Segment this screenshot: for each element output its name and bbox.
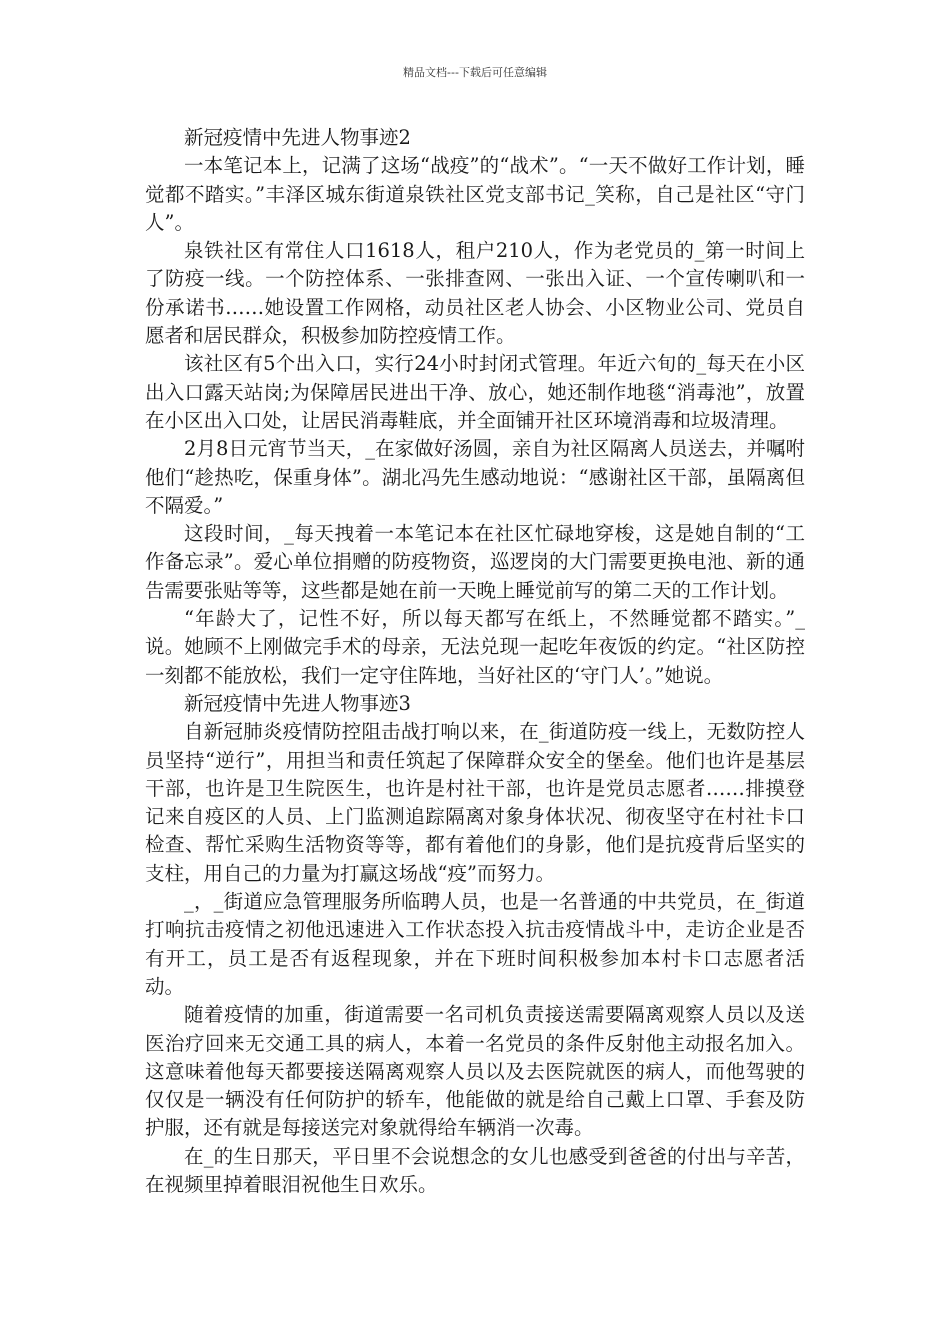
paragraph: 一本笔记本上，记满了这场“战疫”的“战术”。“一天不做好工作计划，睡觉都不踏实。”丰泽区城东街道泉铁社区党支部书记_笑称，自己是社区“守门人”。	[145, 154, 805, 234]
paragraph: “年龄大了，记性不好，所以每天都写在纸上，不然睡觉都不踏实。”_说。她顾不上刚做完手术的母亲，无法兑现一起吃年夜饭的约定。“社区防控一刻都不能放松，我们一定守住阵地，当好社区的‘守门人’。”她说。	[145, 607, 805, 687]
paragraph: 自新冠肺炎疫情防控阻击战打响以来，在_街道防疫一线上，无数防控人员坚持“逆行”，用担当和责任筑起了保障群众安全的堡垒。他们也许是基层干部，也许是卫生院医生，也许是村社干部，也许是党员志愿者……排摸登记来自疫区的人员、上门监测追踪隔离对象身体状况、彻夜坚守在村社卡口检查、帮忙采购生活物资等等，都有着他们的身影，他们是抗疫背后坚实的支柱，用自己的力量为打赢这场战“疫”而努力。	[145, 720, 805, 885]
section-title-2: 新冠疫情中先进人物事迹2	[184, 126, 411, 149]
paragraph: 2月8日元宵节当天，_在家做好汤圆，亲自为社区隔离人员送去，并嘱咐他们“趁热吃，保重身体”。湖北冯先生感动地说：“感谢社区干部，虽隔离但不隔爱。”	[145, 437, 805, 517]
paragraph: 泉铁社区有常住人口1618人，租户210人，作为老党员的_第一时间上了防疫一线。一个防控体系、一张排查网、一张出入证、一个宣传喇叭和一份承诺书……她设置工作网格，动员社区老人协会、小区物业公司、党员自愿者和居民群众，积极参加防控疫情工作。	[145, 239, 805, 348]
paragraph: 这段时间，_每天拽着一本笔记本在社区忙碌地穿梭，这是她自制的“工作备忘录”。爱心单位捐赠的防疫物资，巡逻岗的大门需要更换电池、新的通告需要张贴等等，这些都是她在前一天晚上睡觉前写的第二天的工作计划。	[145, 522, 805, 602]
paragraph: 该社区有5个出入口，实行24小时封闭式管理。年近六旬的_每天在小区出入口露天站岗;为保障居民进出干净、放心，她还制作地毯“消毒池”，放置在小区出入口处，让居民消毒鞋底，并全面铺开社区环境消毒和垃圾清理。	[145, 352, 805, 432]
document-body	[145, 124, 805, 1199]
paragraph: _，_街道应急管理服务所临聘人员，也是一名普通的中共党员，在_街道打响抗击疫情之初他迅速进入工作状态投入抗击疫情战斗中，走访企业是否有开工，员工是否有返程现象，并在下班时间积极参加本村卡口志愿者活动。	[145, 890, 805, 998]
section-title-3: 新冠疫情中先进人物事迹3	[184, 691, 411, 715]
paragraph: 随着疫情的加重，街道需要一名司机负责接送需要隔离观察人员以及送医治疗回来无交通工具的病人，本着一名党员的条件反射他主动报名加入。这意味着他每天都要接送隔离观察人员以及去医院就医的病人，而他驾驶的仅仅是一辆没有任何防护的轿车，他能做的就是给自己戴上口罩、手套及防护服，还有就是每接送完对象就得给车辆消一次毒。	[145, 1003, 805, 1140]
page-header: 精品文档---下载后可任意编辑	[403, 66, 547, 79]
paragraph: 在_的生日那天，平日里不会说想念的女儿也感受到爸爸的付出与辛苦，在视频里掉着眼泪祝他生日欢乐。	[145, 1144, 805, 1196]
